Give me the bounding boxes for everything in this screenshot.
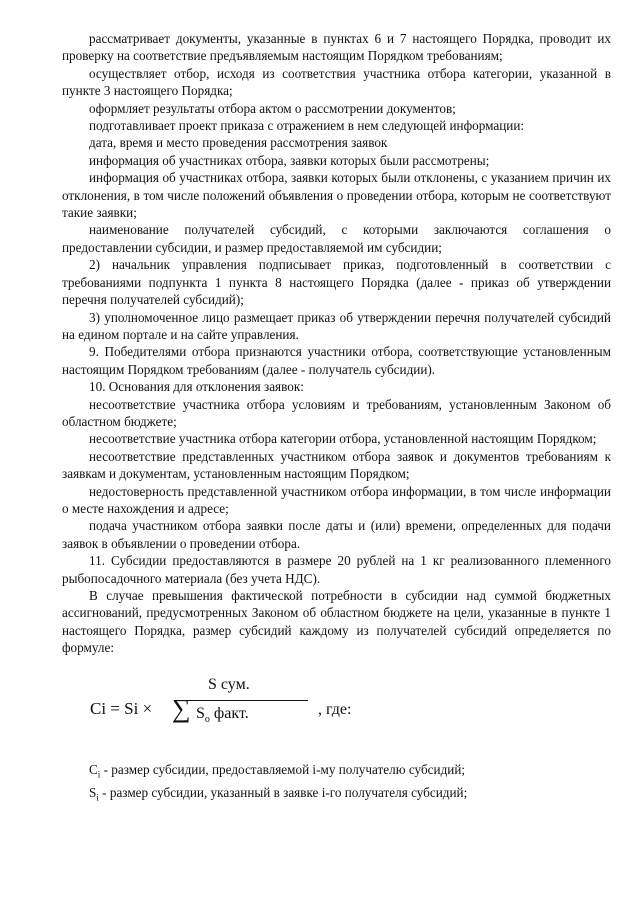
paragraph: 10. Основания для отклонения заявок: (89, 379, 304, 395)
legend-symbol: C (89, 761, 98, 777)
paragraph: оформляет результаты отбора актом о рассмотрении документов; (89, 100, 456, 116)
paragraph: несоответствие участника отбора категории отбора, установленной настоящим Порядком; (89, 431, 597, 447)
formula-numerator: S сум. (208, 675, 250, 693)
formula-lhs: Ci = Si × (90, 698, 153, 718)
paragraph: информация об участниках отбора, заявки которых были отклонены, с указанием причин их отклонения, в том числе положений объявления о проведении отбора, которым не соответствуют такие заявки; (62, 170, 611, 221)
fraction-bar (178, 700, 308, 701)
document-page (62, 30, 611, 807)
legend-subscript: i (97, 769, 101, 780)
legend-text: - размер субсидии, предоставляемой i-му получателю субсидий; (100, 761, 466, 777)
paragraph: 9. Победителями отбора признаются участники отбора, соответствующие установленным настоящим Порядком требованиям (далее - получатель субсидии). (62, 344, 611, 377)
subsidy-formula (62, 665, 611, 755)
formula-denominator (196, 705, 249, 729)
paragraph: 11. Субсидии предоставляются в размере 20 рублей на 1 кг реализованного племенного рыбопосадочного материала (без учета НДС). (62, 553, 611, 586)
paragraph: несоответствие представленных участником отбора заявок и документов требованиям к заявкам и документам, установленным настоящим Порядком; (62, 448, 611, 482)
paragraph: информация об участниках отбора, заявки которых были рассмотрены; (89, 152, 490, 168)
legend-symbol: S (89, 784, 97, 800)
paragraph: рассматривает документы, указанные в пунктах 6 и 7 настоящего Порядка, проводит их проверку на соответствие предъявляемым настоящим Порядком требованиям; (62, 31, 611, 64)
denominator-rest: факт. (213, 704, 249, 722)
paragraph: 2) начальник управления подписывает приказ, подготовленный в соответствии с требованиями подпункта 1 пункта 8 настоящего Порядка (далее - приказ об утверждении перечня получателей субсидий); (62, 257, 611, 308)
denominator-symbol: S (196, 704, 205, 722)
sigma-symbol: ∑ (172, 693, 191, 723)
legend-item (62, 784, 611, 807)
formula-tail: , где: (318, 700, 352, 718)
paragraph: подача участником отбора заявки после даты и (или) времени, определенных для подачи заявок в объявлении о проведении отбора. (62, 518, 611, 551)
paragraph: наименование получателей субсидий, с которыми заключаются соглашения о предоставлении субсидии, и размер предоставляемой им субсидии; (62, 222, 611, 255)
paragraph: осуществляет отбор, исходя из соответствия участника отбора категории, указанной в пункте 3 настоящего Порядка; (62, 65, 611, 99)
paragraph: подготавливает проект приказа с отражением в нем следующей информации: (89, 118, 525, 134)
paragraph: дата, время и место проведения рассмотрения заявок (89, 135, 388, 151)
legend-subscript: i (96, 792, 99, 803)
paragraph: несоответствие участника отбора условиям и требованиям, установленным Законом об областном бюджете; (62, 396, 611, 429)
denominator-subscript: o (204, 713, 210, 725)
paragraph: недостоверность представленной участником отбора информации, в том числе информации о месте нахождения и адресе; (62, 483, 611, 516)
paragraph: 3) уполномоченное лицо размещает приказ об утверждении перечня получателей субсидий на едином портале и на сайте управления. (62, 309, 611, 342)
formula-legend (62, 761, 611, 807)
legend-item (62, 761, 611, 784)
legend-text: - размер субсидии, указанный в заявке i-го получателя субсидий; (98, 784, 468, 800)
paragraph: В случае превышения фактической потребности в субсидии над суммой бюджетных ассигнований, предусмотренных Законом об областном бюджете на цели, указанные в пункте 1 настоящего Порядка, размер субсидий каждому из получателей субсидий определяется по формуле: (62, 588, 611, 656)
